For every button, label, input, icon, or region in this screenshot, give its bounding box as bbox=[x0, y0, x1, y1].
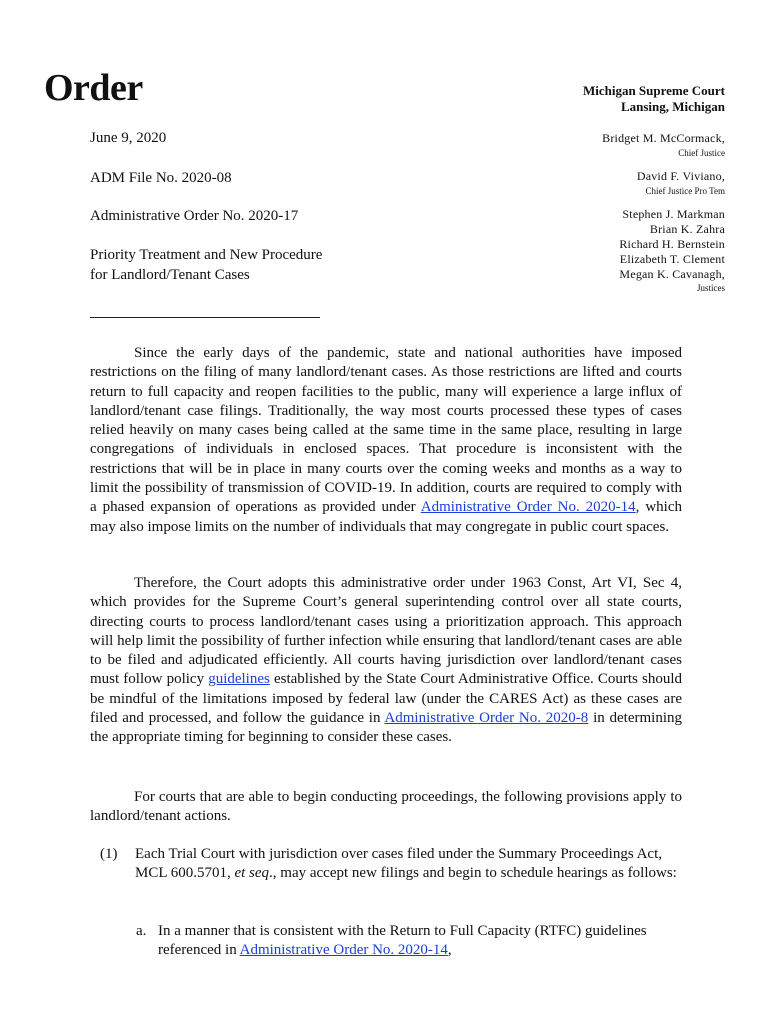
list-item-letter: a. bbox=[136, 923, 147, 939]
paragraph-text: in determining the appropriate timing for beginning to consider these cases. bbox=[90, 710, 683, 746]
paragraph-3 bbox=[90, 788, 682, 827]
court-city: Lansing, Michigan bbox=[620, 99, 725, 114]
paragraph-text: , which may also impose limits on the number of individuals that may congregate in public court spaces. bbox=[90, 499, 683, 535]
adm-file-number: ADM File No. 2020-08 bbox=[90, 170, 232, 186]
paragraph-text: For courts that are able to begin conducting proceedings, the following provisions apply to landlord/tenant actions. bbox=[90, 789, 682, 825]
paragraph-text: Since the early days of the pandemic, state and national authorities have imposed restrictions on the filing of many landlord/tenant cases. As those restrictions are lifted and courts return to full capacity and reopen facilities to the public, many will experience a large influx of landlord/tenant case filings. Traditionally, the way most courts processed these types of cases relied heavily on many cases being called at the same time in the same place, resulting in large congregations of individuals in enclosed spaces. That procedure is inconsistent with the restrictions that will be in place in many courts over the coming weeks and months as a way to limit the possibility of transmission of COVID-19. In addition, courts are required to comply with a phased expansion of operations as provided under bbox=[90, 345, 682, 516]
paragraph-2 bbox=[90, 574, 682, 748]
chief-justice-role: Chief Justice bbox=[678, 148, 725, 158]
list-item-text: In a manner that is consistent with the Return to Full Capacity (RTFC) guidelines referenced in bbox=[158, 923, 647, 959]
list-item-text: Each Trial Court with jurisdiction over cases filed under the Summary Proceedings Act, MCL 600.5701, bbox=[135, 846, 662, 882]
list-item-a bbox=[136, 922, 682, 964]
list-item-1 bbox=[100, 845, 682, 905]
order-subject: Priority Treatment and New Procedure for Landlord/Tenant Cases bbox=[90, 247, 323, 283]
justice-name: Stephen J. Markman bbox=[622, 207, 725, 221]
justice-name: Brian K. Zahra bbox=[649, 222, 725, 236]
list-item-text: ., may accept new filings and begin to schedule hearings as follows: bbox=[269, 865, 677, 882]
paragraph-1 bbox=[90, 344, 682, 537]
chief-justice-name: Bridget M. McCormack, bbox=[602, 131, 725, 145]
order-title: Order bbox=[44, 67, 143, 109]
list-item-text: , bbox=[447, 942, 452, 959]
subject-underline bbox=[90, 317, 320, 318]
paragraph-text: Therefore, the Court adopts this administrative order under 1963 Const, Art VI, Sec 4, which provides for the Supreme Court’s general superintending control over all state courts, directing courts to process landlord/tenant cases using a prioritization approach. This approach will help limit the possibility of further infection while ensuring that landlord/tenant cases are able to be filed and adjudicated efficiently. All courts having jurisdiction over landlord/tenant cases must follow policy bbox=[90, 575, 682, 688]
administrative-order-2020-14-link[interactable]: Administrative Order No. 2020-14 bbox=[239, 942, 448, 959]
list-item-number: (1) bbox=[100, 846, 118, 862]
paragraph-text: established by the State Court Administrative Office. Courts should be mindful of the limitations imposed by federal law (under the CARES Act) as these cases are filed and processed, and follow the guidance in bbox=[90, 671, 682, 727]
administrative-order-number: Administrative Order No. 2020-17 bbox=[90, 208, 299, 224]
list-item-emphasis: et seq bbox=[234, 865, 270, 882]
guidelines-link[interactable]: guidelines bbox=[208, 671, 270, 688]
pro-tem-justice-role: Chief Justice Pro Tem bbox=[645, 186, 725, 196]
administrative-order-2020-8-link[interactable]: Administrative Order No. 2020-8 bbox=[384, 710, 589, 727]
justice-name: Elizabeth T. Clement bbox=[619, 252, 725, 266]
administrative-order-2020-14-link[interactable]: Administrative Order No. 2020-14 bbox=[420, 499, 636, 516]
order-date: June 9, 2020 bbox=[90, 130, 167, 146]
justice-name: Richard H. Bernstein bbox=[619, 237, 725, 251]
pro-tem-justice-name: David F. Viviano, bbox=[636, 169, 725, 183]
court-name: Michigan Supreme Court bbox=[582, 83, 725, 98]
justices-role: Justices bbox=[697, 283, 725, 293]
justice-name: Megan K. Cavanagh, bbox=[619, 267, 725, 281]
